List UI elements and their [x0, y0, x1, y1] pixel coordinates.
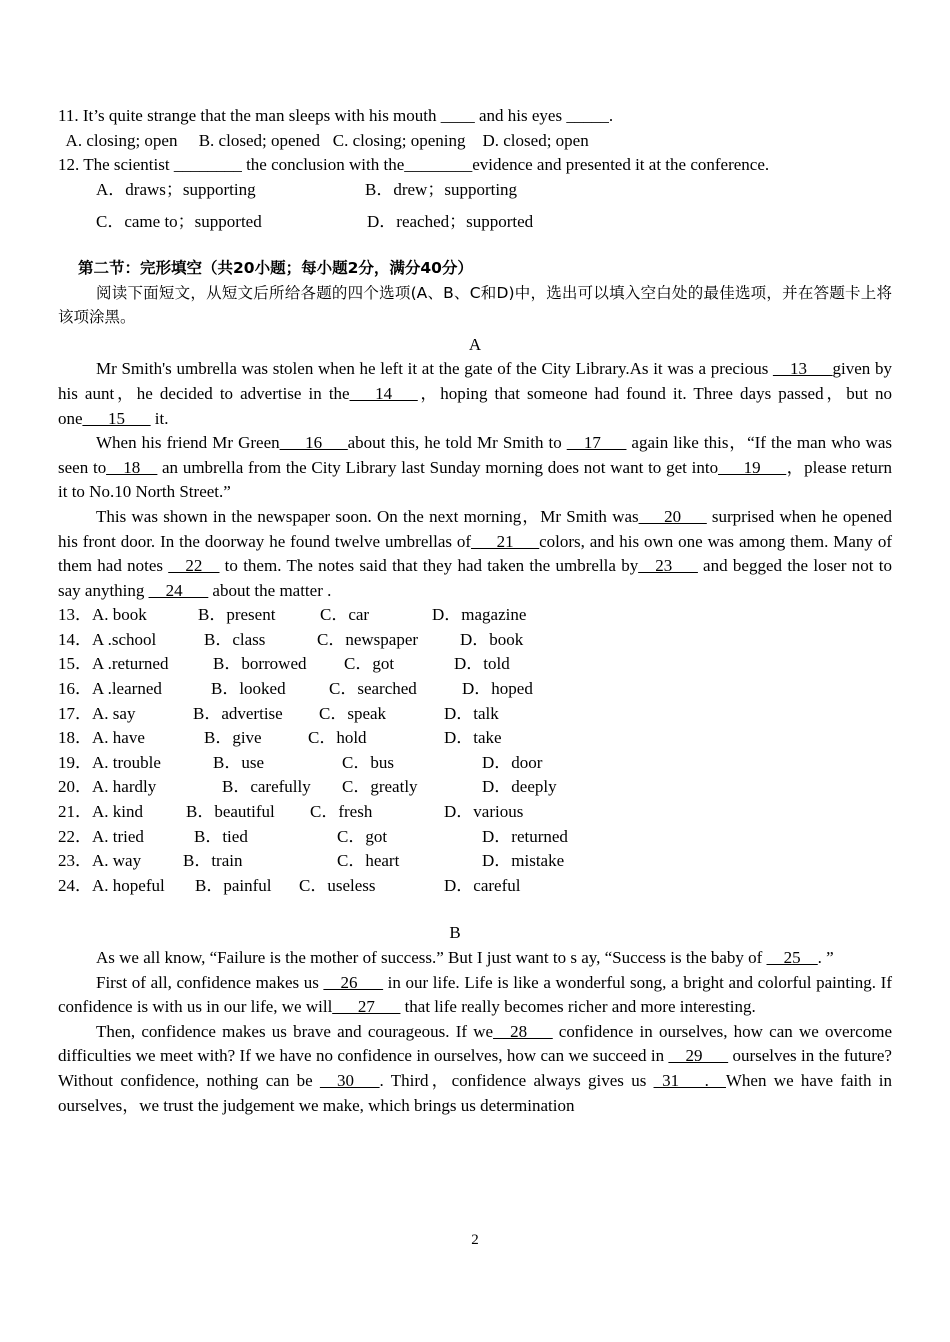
blank-21: ___21___ — [471, 531, 540, 551]
blank-26: __26___ — [323, 972, 383, 992]
option-row: 17．A. say B．advertise C．speak D．talk — [58, 703, 499, 723]
passage-b-paragraph-1: As we all know, “Failure is the mother of success.” But I just want to s ay, “Success is the baby of __25__. ” — [96, 948, 834, 967]
page-number: 2 — [471, 1232, 479, 1248]
passage-b-label: B — [449, 923, 461, 943]
exam-page — [58, 104, 892, 1118]
blank-29: __29___ — [668, 1046, 729, 1066]
blank-25: __25__ — [766, 948, 818, 967]
blank-19: ___19___ — [718, 457, 787, 477]
blank-20: ___20___ — [638, 506, 707, 526]
passage-a-paragraph-1: Mr Smith's umbrella was stolen when he left it at the gate of the City Library.As it was a precious __13___given by his aunt，he decided to advertise in the___14___，hoping that someone had found it. Three days passed，but no one___15___ it. — [58, 359, 892, 428]
option-row: 18．A. have B．give C．hold D．take — [58, 728, 502, 748]
blank-16: ___16___ — [279, 433, 348, 453]
option-row: 22．A. tried B．tied C．got D．returned — [58, 826, 568, 846]
question-12-options-row1 — [58, 178, 892, 203]
passage-a-paragraph-3: This was shown in the newspaper soon. On the next morning，Mr Smith was___20___ surprised when he opened his front door. In the doorway he found twelve umbrellas of___21___colors, and his own one was among them. Many of them had notes __22__ to them. The notes said that they had taken the umbrella by__23___ and begged the loser not to say anything __24___ about the matter . — [58, 506, 893, 600]
question-12-stem: 12. The scientist ________ the conclusion with the________evidence and presented it at the conference. — [58, 155, 770, 175]
option-row: 23．A. way B．train C．heart D．mistake — [58, 851, 565, 871]
blank-28: __28___ — [493, 1021, 553, 1041]
blank-27: ___27___ — [332, 997, 401, 1017]
blank-22: __22__ — [168, 556, 220, 576]
question-12-options-row2 — [58, 210, 892, 235]
blank-14: ___14___ — [349, 383, 418, 403]
option-row: 16．A .learned B．looked C．searched D．hoped — [58, 679, 533, 699]
question-11-options: A. closing; open B. closed; opened C. closing; opening D. closed; open — [58, 130, 589, 150]
option-a: A．draws；supporting — [96, 179, 256, 199]
option-row: 19．A. trouble B．use C．bus D．door — [58, 752, 543, 772]
option-row: 13．A. book B．present C．car D．magazine — [58, 605, 527, 625]
passage-a-label: A — [468, 334, 482, 354]
blank-31: _31___.__ — [653, 1070, 726, 1090]
blank-30: __30___ — [319, 1070, 380, 1090]
option-row: 15．A .returned B．borrowed C．got D．told — [58, 654, 510, 674]
blank-23: __23___ — [638, 556, 698, 576]
option-row: 24．A. hopeful B．painful C．useless D．careful — [58, 875, 521, 895]
option-row: 14．A .school B．class C．newspaper D．book — [58, 629, 524, 649]
option-row: 21．A. kind B．beautiful C．fresh D．various — [58, 802, 524, 822]
section-2-title: 第二节：完形填空（共20小题；每小题2分，满分40分） — [78, 258, 473, 277]
question-11-stem: 11. It’s quite strange that the man sleeps with his mouth ____ and his eyes _____. — [58, 106, 614, 125]
blank-24: __24___ — [148, 580, 209, 600]
option-c: C．came to；supported — [96, 212, 262, 232]
blank-17: __17___ — [566, 433, 627, 453]
option-b: B．drew；supporting — [365, 179, 518, 199]
passage-a-options — [58, 603, 892, 898]
section-2-instruction: 阅读下面短文，从短文后所给各题的四个选项(A、B、C和D)中，选出可以填入空白处的最佳选项，并在答题卡上将该项涂黑。 — [58, 283, 892, 327]
passage-a-paragraph-2: When his friend Mr Green___16___about this, he told Mr Smith to __17___ again like this，“If the man who was seen to__18__ an umbrella from the City Library last Sunday morning does not want to get into___19___，please return it to No.10 North Street.” — [58, 433, 892, 502]
passage-b-paragraph-3: Then, confidence makes us brave and courageous. If we__28___ confidence in ourselves, how can we overcome difficulties we meet with? If we have no confidence in ourselves, how can we succeed in __29___ ourselves in the future? Without confidence, nothing can be __30___. Third，confidence always gives us _31___.__When we have faith in ourselves，we trust the judgement we make, which brings us determination — [58, 1021, 893, 1115]
option-d: D．reached；supported — [367, 212, 534, 232]
passage-b-paragraph-2: First of all, confidence makes us __26___ in our life. Life is like a wonderful song, a bright and colorful painting. If confidence is with us in our life, we will___27___ that life really becomes richer and more interesting. — [58, 972, 892, 1017]
option-row: 20．A. hardly B．carefully C．greatly D．deeply — [58, 777, 557, 797]
blank-15: ___15___ — [82, 408, 151, 428]
blank-18: __18__ — [106, 457, 158, 477]
blank-13: __13___ — [773, 359, 833, 379]
